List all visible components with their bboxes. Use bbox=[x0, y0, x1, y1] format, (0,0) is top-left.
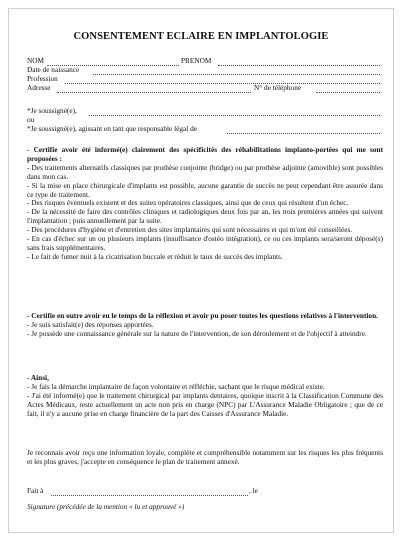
list-item: - Je fais la démarche implantaire de façon volontaire et réfléchie, sachant que le risque médical existe. bbox=[27, 381, 325, 391]
field-adresse[interactable] bbox=[57, 92, 251, 93]
consent-document bbox=[8, 8, 394, 533]
list-item: - Des procédures d'hygiène et d'entretien des sites implantaires qui sont nécessaires et qui m'ont été conseillées. bbox=[27, 225, 353, 235]
field-legal-guardian[interactable] bbox=[227, 133, 380, 134]
label-date: , le bbox=[249, 486, 258, 495]
label-telephone: N° de téléphone bbox=[254, 83, 302, 92]
signatory-option-1: *Je soussigné(e), bbox=[27, 106, 77, 115]
field-date-naissance[interactable] bbox=[93, 74, 380, 75]
label-prenom: PRENOM bbox=[181, 56, 212, 65]
section-information bbox=[27, 146, 383, 262]
list-item: - Je possède une connaissance générale sur la nature de l'intervention, de son déroulement et de l'objectif à atteindre. bbox=[27, 328, 367, 338]
field-profession[interactable] bbox=[65, 83, 380, 84]
list-item: - Des traitements alternatifs classiques par prothèse conjointe (bridge) ou par prothèse adjointe (amovible) sont possibles dans mon cas. bbox=[27, 162, 383, 181]
section-information-heading: - Certifie avoir été informé(e) clairement des spécificités des réhabilitations implanto-portées qui me sont proposées : bbox=[27, 145, 383, 163]
list-item: - Le fait de fumer nuit à la cicatrisation buccale et réduit le taux de succès des implants. bbox=[27, 251, 283, 261]
signatory-or: ou bbox=[27, 115, 35, 124]
section-thus bbox=[27, 374, 383, 419]
list-item: - De la nécessité de faire des contrôles cliniques et radiologiques deux fois par an, les trois premières années qui suivent l'implantation ; puis annuellement par la suite. bbox=[27, 207, 383, 226]
list-item: - Des risques éventuels existent et des suites opératoires classiques, ainsi que de ceux qui résultent d'un échec. bbox=[27, 198, 349, 208]
field-signatory-name[interactable] bbox=[89, 115, 380, 116]
section-reflection-heading: - Certifie en outre avoir eu le temps de la réflexion et avoir pu poser toutes les questions relatives à l'intervention. bbox=[27, 311, 378, 320]
document-title: CONSENTEMENT ECLAIRE EN IMPLANTOLOGIE bbox=[73, 31, 329, 42]
signature-label: Signature (précédée de la mention « lu et approuvé ») bbox=[27, 502, 185, 511]
label-nom: NOM bbox=[27, 56, 45, 65]
signatory-option-2: *Je soussigné(e), agissant en tant que responsable légal de bbox=[27, 124, 198, 133]
section-thus-heading: - Ainsi, bbox=[27, 373, 49, 382]
list-item: - Si la mise en place chirurgicale d'implants est possible, aucune garantie de succès ne peut cependant être assurée dans ce type de traitement. bbox=[27, 180, 383, 199]
label-date-naissance: Date de naissance bbox=[27, 65, 80, 74]
field-prenom[interactable] bbox=[218, 65, 380, 66]
list-item: - Je suis satisfait(e) des réponses apportées. bbox=[27, 319, 154, 329]
list-item: - J'ai été informé(e) que le traitement chirurgical par implants dentaires, quoique inscrit à la Classification Commune des Actes Médicaux, reste actuellement un acte non pris en charge (NPC) par L'Assurance Maladie Obligatoire ; que de ce fait, il n'y a aucune prise en charge financière de la part des Caisses d'Assurance Maladie. bbox=[27, 390, 383, 418]
section-reflection bbox=[27, 312, 383, 339]
list-item: - En cas d'échec sur un ou plusieurs implants (insuffisance d'ostéo intégration), ce ou ces implants sera/seront déposé(s) sans frais supplémentaires. bbox=[27, 234, 383, 252]
field-telephone[interactable] bbox=[316, 92, 380, 93]
field-place[interactable] bbox=[51, 495, 248, 496]
label-adresse: Adresse bbox=[27, 83, 51, 92]
closing-statement: Je reconnais avoir reçu une information loyale, complète et compréhensible notamment sur les risques les plus fréquents et les plus graves, j'accepte en conséquence le plan de traitement annexé. bbox=[27, 448, 383, 466]
label-fait-a: Fait à bbox=[27, 486, 44, 495]
label-profession: Profession bbox=[27, 74, 58, 83]
